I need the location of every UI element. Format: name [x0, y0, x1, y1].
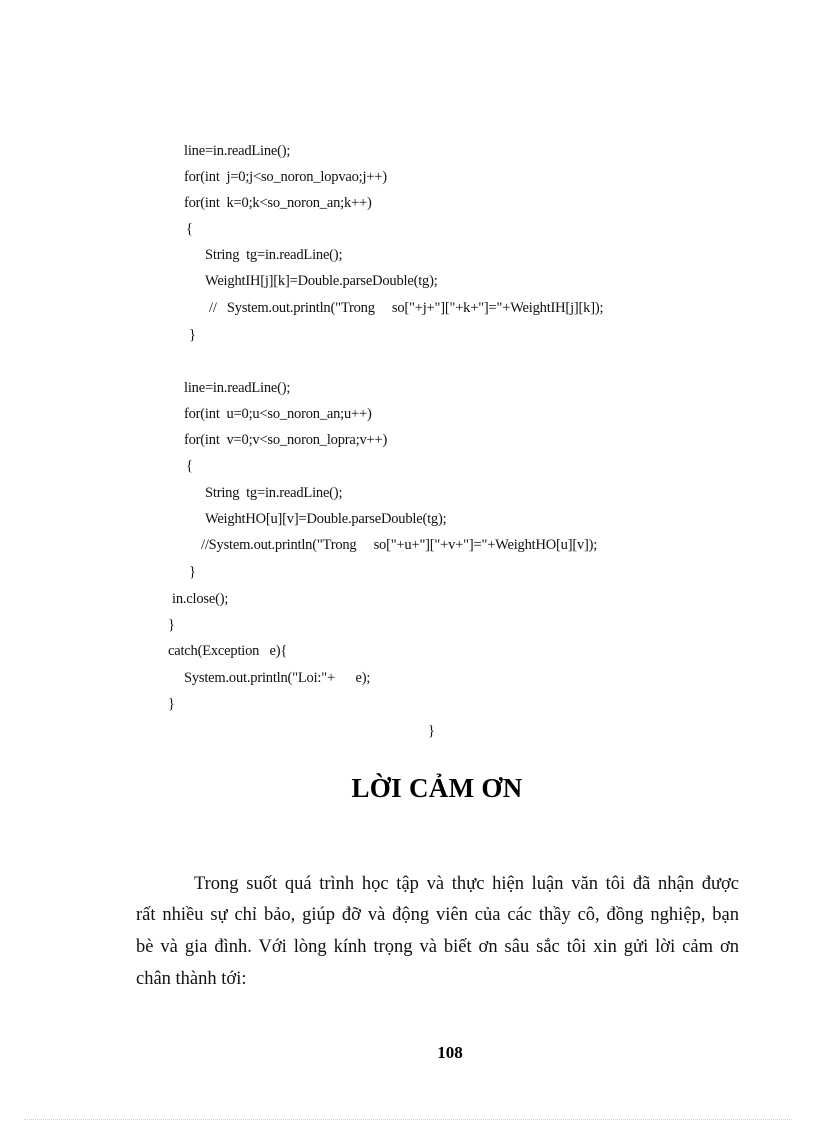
code-line: } — [189, 327, 196, 343]
page-number: 108 — [437, 1043, 463, 1062]
code-line: WeightHO[u][v]=Double.parseDouble(tg); — [205, 511, 447, 527]
code-line: } — [189, 564, 196, 580]
code-line: String tg=in.readLine(); — [205, 485, 343, 501]
section-heading: LỜI CẢM ƠN — [351, 773, 523, 803]
paragraph-line: Trong suốt quá trình học tập và thực hiện luận văn tôi đã nhận được — [194, 874, 739, 894]
code-line: String tg=in.readLine(); — [205, 247, 343, 263]
code-line: // System.out.println("Trong so["+j+"]["+k+"]="+WeightIH[j][k]); — [209, 300, 604, 316]
code-line: line=in.readLine(); — [184, 143, 291, 159]
code-line: } — [168, 617, 175, 633]
code-line: } — [168, 696, 175, 712]
code-line: in.close(); — [172, 591, 229, 607]
code-line: } — [428, 723, 435, 739]
code-line: WeightIH[j][k]=Double.parseDouble(tg); — [205, 273, 438, 289]
page-bottom-divider — [24, 1119, 792, 1120]
code-line: for(int v=0;v<so_noron_lopra;v++) — [184, 432, 388, 448]
paragraph-line: rất nhiều sự chỉ bảo, giúp đỡ và động viên của các thầy cô, đồng nghiệp, bạn — [136, 905, 739, 925]
code-line: //System.out.println("Trong so["+u+"]["+v+"]="+WeightHO[u][v]); — [201, 537, 598, 553]
paragraph-line: chân thành tới: — [136, 969, 247, 989]
paragraph-line: bè và gia đình. Với lòng kính trọng và biết ơn sâu sắc tôi xin gửi lời cảm ơn — [136, 937, 739, 957]
code-line: for(int u=0;u<so_noron_an;u++) — [184, 406, 372, 422]
code-line: for(int j=0;j<so_noron_lopvao;j++) — [184, 169, 387, 185]
code-line: { — [186, 221, 193, 237]
code-line: for(int k=0;k<so_noron_an;k++) — [184, 195, 372, 211]
code-line: catch(Exception e){ — [168, 643, 288, 659]
code-line: line=in.readLine(); — [184, 380, 291, 396]
code-line: { — [186, 458, 193, 474]
code-line: System.out.println("Loi:"+ e); — [184, 670, 371, 686]
